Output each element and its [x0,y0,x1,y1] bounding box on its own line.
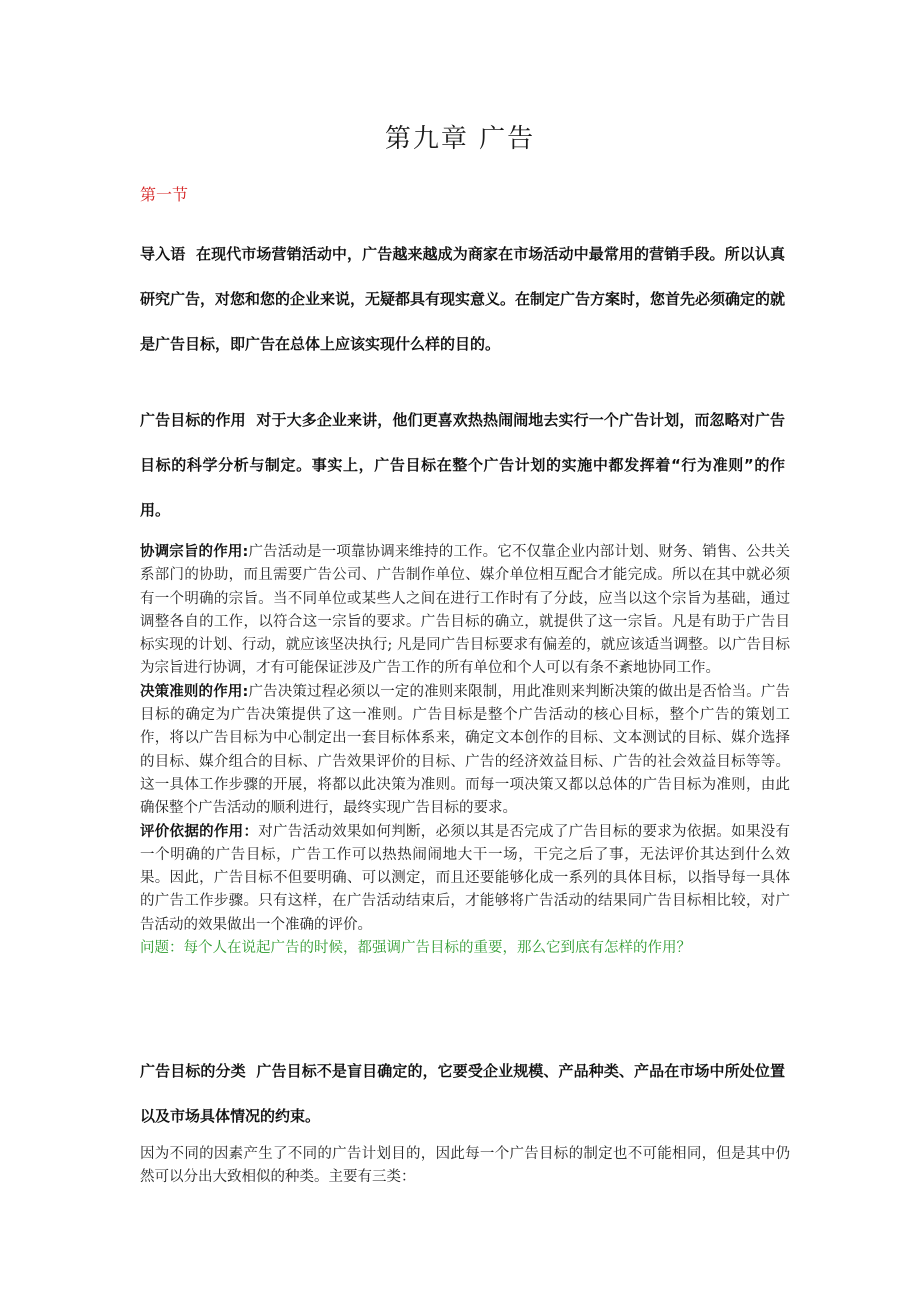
decision-paragraph [140,681,790,821]
classification-paragraph [140,1049,785,1139]
decision-text: 广告决策过程必须以一定的准则来限制，用此准则来判断决策的做出是否恰当。广告目标的确定为广告决策提供了这一准则。广告目标是整个广告活动的核心目标，整个广告的策划工作，将以广告目标为中心制定出一套目标体系来，确定文本创作的目标、文本测试的目标、媒介选择的目标、媒介组合的目标、广告效果评价的目标、广告的经济效益目标、广告的社会效益目标等等。这一具体工作步骤的开展，将都以此决策为准则。而每一项决策又都以总体的广告目标为准则，由此确保整个广告活动的顺利进行，最终实现广告目标的要求。 [140,683,790,817]
intro-paragraph [140,232,785,367]
decision-label: 决策准则的作用: [140,683,249,700]
evaluation-text: 对广告活动效果如何判断，必须以其是否完成了广告目标的要求为依据。如果没有一个明确的广告目标，广告工作可以热热闹闹地大干一场，干完之后了事，无法评价其达到什么效果。因此，广告目标不但要明确、可以测定，而且还要能够化成一系列的具体目标，以指导每一具体的广告工作步骤。只有这样，在广告活动结束后，才能够将广告活动的结果同广告目标相比较，对广告活动的效果做出一个准确的评价。 [140,823,790,933]
evaluation-label: 评价依据的作用： [140,823,259,840]
intro-text: 在现代市场营销活动中，广告越来越成为商家在市场活动中最常用的营销手段。所以认真研究广告，对您和您的企业来说，无疑都具有现实意义。在制定广告方案时，您首先必须确定的就是广告目标，即广告在总体上应该实现什么样的目的。 [140,245,786,353]
coordination-text: 广告活动是一项靠协调来维持的工作。它不仅靠企业内部计划、财务、销售、公共关系部门的协助，而且需要广告公司、广告制作单位、媒介单位相互配合才能完成。所以在其中就必须有一个明确的宗旨。当不同单位或某些人之间在进行工作时有了分歧，应当以这个宗旨为基础，通过调整各自的工作，以符合这一宗旨的要求。广告目标的确立，就提供了这一宗旨。凡是有助于广告目标实现的计划、行动，就应该坚决执行; 凡是同广告目标要求有偏差的，就应该适当调整。以广告目标为宗旨进行协调，才有可能保证涉及广告工作的所有单位和个人可以有条不紊地协同工作。 [140,544,790,677]
intro-label: 导入语 [140,245,186,263]
closing-paragraph [140,1143,790,1190]
classification-text: 广告目标不是盲目确定的，它要受企业规模、产品种类、产品在市场中所处位置以及市场具体情况的约束。 [140,1062,785,1125]
role-label: 广告目标的作用 [140,411,246,429]
classification-label: 广告目标的分类 [140,1062,246,1080]
coordination-label: 协调宗旨的作用: [140,544,249,560]
question-paragraph: 问题：每个人在说起广告的时候，都强调广告目标的重要，那么它到底有怎样的作用？ [140,940,691,957]
closing-text: 因为不同的因素产生了不同的广告计划目的，因此每一个广告目标的制定也不可能相同，但是其中仍然可以分出大致相似的种类。主要有三类： [140,1146,790,1186]
section-heading: 第一节 [140,185,189,204]
role-paragraph [140,398,785,533]
chapter-title: 第九章 广告 [384,124,536,154]
roles-detail-block [140,541,790,960]
evaluation-paragraph [140,821,790,937]
role-text: 对于大多企业来讲，他们更喜欢热热闹闹地去实行一个广告计划，而忽略对广告目标的科学分析与制定。事实上，广告目标在整个广告计划的实施中都发挥着“行为准则”的作用。 [140,411,785,519]
coordination-paragraph [140,541,790,681]
